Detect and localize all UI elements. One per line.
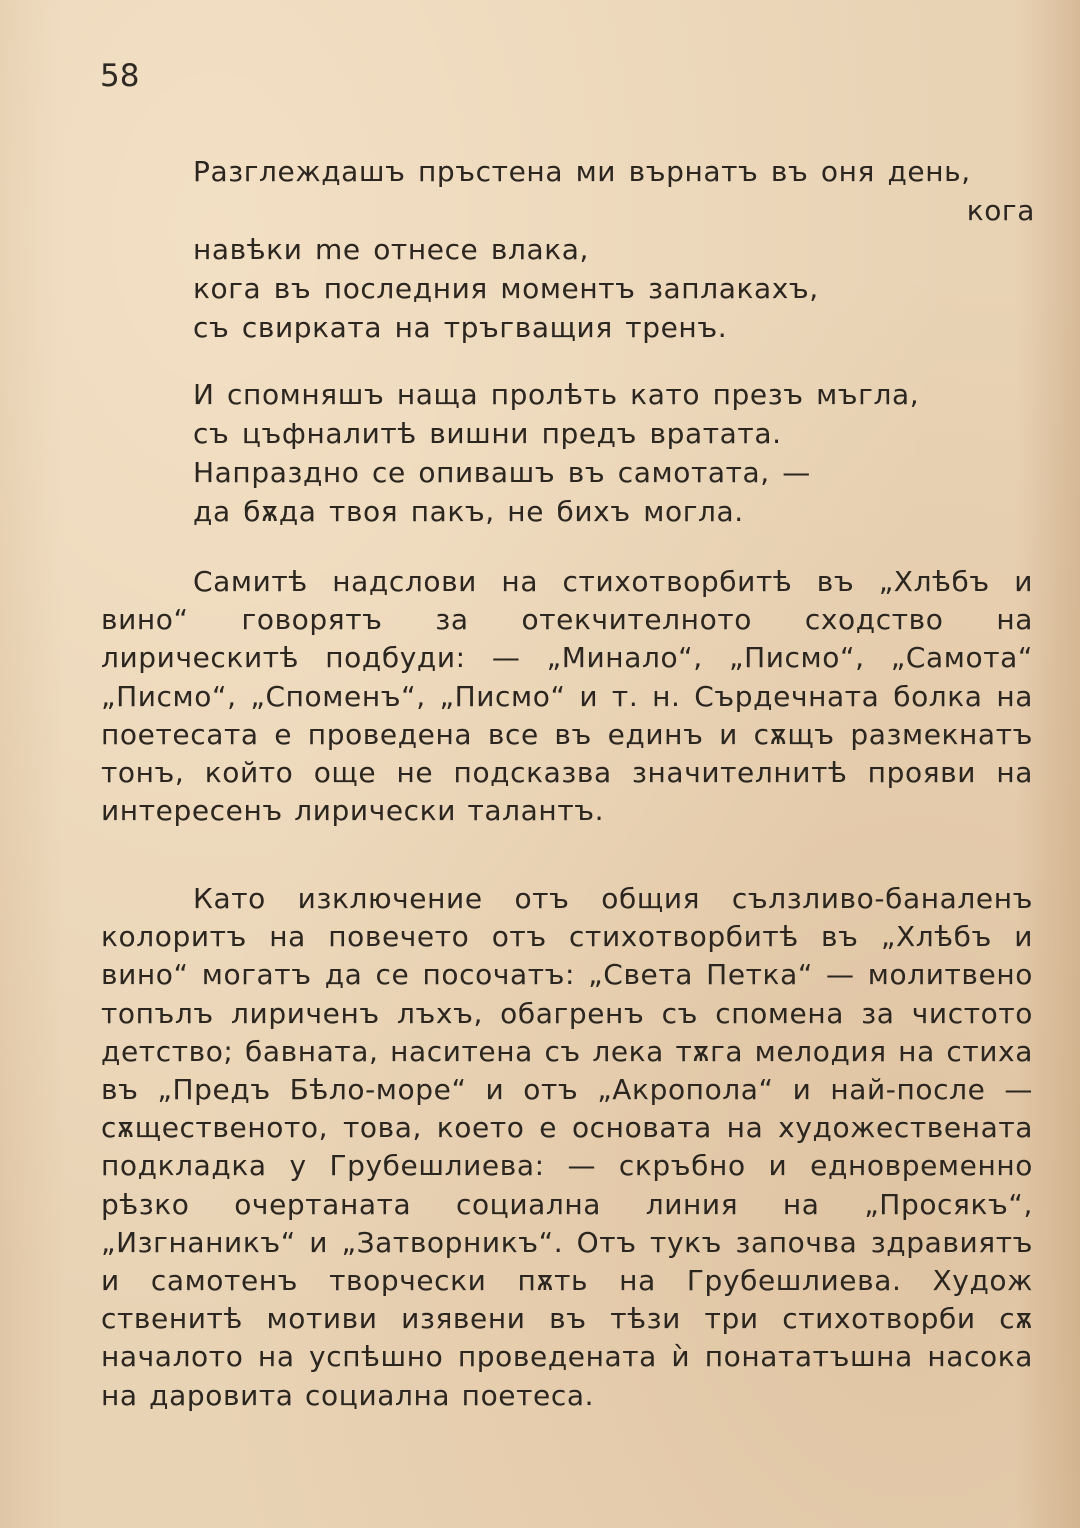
poem-line: И спомняшъ наща пролѣть като презъ мъгла, — [193, 378, 920, 411]
poem-line: Разглеждашъ пръстена ми върнатъ въ оня день, — [193, 155, 971, 188]
poem-line: съ свирката на тръгващия тренъ. — [193, 311, 728, 344]
page-number: 58 — [100, 58, 140, 94]
poem-stanza-1 — [193, 152, 1035, 347]
prose-paragraph-2: Като изключение отъ общия сълзливо-баналенъ колоритъ на повечето отъ стихотворбитѣ въ „Хлѣбъ и вино“ могатъ да се посочатъ: „Света Петка“ — молитвено топълъ лириченъ лъхъ, обагренъ съ спомена за чистото детство; бавната, наситена съ лека тѫга мелодия на стиха въ „Предъ Бѣло-море“ и отъ „Акропола“ и най-после — сѫщественото, това, което е основата на художествената подкладка у Грубешлиева: — скръбно и едновременно рѣзко очертаната социална линия на „Просякъ“, „Изгнаникъ“ и „Затворникъ“. Отъ тукъ започва здравиятъ и самотенъ творчески пѫть на Грубешлиева. Худож ственитѣ мотиви изявени въ тѣзи три стихотворби сѫ началото на успѣшно проведената ѝ понататъшна насока на даровита социална поетеса. — [101, 882, 1033, 1412]
poem-stanza-2 — [193, 375, 1035, 531]
poem-line: Напраздно се опивашъ въ самотата, — — [193, 456, 811, 489]
poem-line: кога въ последния моментъ заплакахъ, — [193, 272, 819, 305]
prose-paragraph-1: Самитѣ надслови на стихотворбитѣ въ „Хлѣбъ и вино“ говорятъ за отекчителното сходство на лирическитѣ подбуди: — „Минало“, „Писмо“, „Самота“ „Писмо“, „Споменъ“, „Писмо“ и т. н. Сърдечната болка на поетесата е проведена все въ единъ и сѫщъ размекнатъ тонъ, който още не подсказва значителнитѣ прояви на интересенъ лирически талантъ. — [101, 565, 1033, 828]
poem-line: навѣки me отнесе влака, — [193, 233, 590, 266]
poem-line: съ цъфналитѣ вишни предъ вратата. — [193, 417, 782, 450]
poem-line: кога — [966, 194, 1035, 227]
poem-line: да бѫда твоя пакъ, не бихъ могла. — [193, 495, 744, 528]
